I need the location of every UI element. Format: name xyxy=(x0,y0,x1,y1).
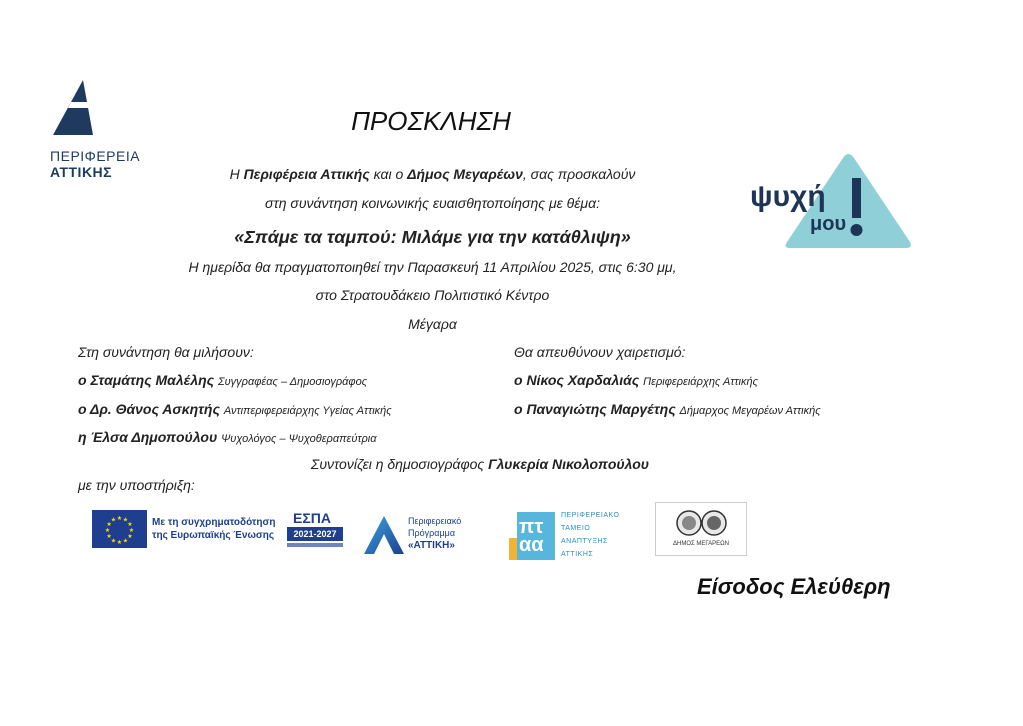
svg-text:★: ★ xyxy=(110,537,117,545)
speaker-role: Αντιπεριφερειάρχης Υγείας Αττικής xyxy=(223,405,392,417)
ptaa-logo xyxy=(505,508,625,564)
espa-logo xyxy=(285,510,345,550)
espa-years: 2021-2027 xyxy=(287,527,343,541)
intro-line-1 xyxy=(150,166,715,182)
greetings-heading: Θα απευθύνουν χαιρετισμό: xyxy=(514,344,686,360)
svg-text:★: ★ xyxy=(127,533,133,540)
speakers-heading: Στη συνάντηση θα μιλήσουν: xyxy=(78,344,254,360)
intro-line-2: στη συνάντηση κοινωνικής ευαισθητοποίησης με θέμα: xyxy=(265,195,600,211)
svg-text:★: ★ xyxy=(116,539,123,546)
regional-program-attiki-logo xyxy=(360,514,475,559)
attiki-program-a-icon xyxy=(362,514,406,556)
svg-text:★: ★ xyxy=(128,527,135,534)
program-line2: Πρόγραμμα xyxy=(408,528,456,538)
megara-caption: ΔΗΜΟΣ ΜΕΓΑΡΕΩΝ xyxy=(673,541,729,547)
svg-text:★: ★ xyxy=(116,515,123,522)
region-attica-logo xyxy=(50,80,150,180)
ptaa-line1: ΠΕΡΙΦΕΡΕΙΑΚΟ xyxy=(561,512,620,519)
speaker-name: ο Σταμάτης Μαλέλης xyxy=(78,372,215,388)
greeting-name: ο Νίκος Χαρδαλιάς xyxy=(514,372,640,388)
psyxi-logo-word1: ψυχή xyxy=(750,180,826,213)
intro-mid: και ο xyxy=(369,166,408,182)
intro-suffix: , σας προσκαλούν xyxy=(522,166,636,182)
ancient-coins-icon xyxy=(656,507,746,543)
espa-word: ΕΣΠΑ xyxy=(293,510,331,526)
svg-text:★: ★ xyxy=(106,521,112,528)
greeting-name: ο Παναγιώτης Μαργέτης xyxy=(514,401,676,417)
ptaa-line3: ΑΝΑΠΤΥΞΗΣ xyxy=(561,538,608,545)
greeting-role: Περιφερειάρχης Αττικής xyxy=(643,376,758,388)
ptaa-mark: πτ αα xyxy=(519,516,544,556)
svg-text:★: ★ xyxy=(106,533,112,540)
region-logo-line2: ΑΤΤΙΚΗΣ xyxy=(50,164,113,180)
speaker-item xyxy=(78,372,367,388)
invitation-title: ΠΡΟΣΚΛΗΣΗ xyxy=(351,106,511,136)
free-entry-label: Είσοδος Ελεύθερη xyxy=(697,574,891,599)
event-date-line: Η ημερίδα θα πραγματοποιηθεί την Παρασκευή 11 Απριλίου 2025, στις 6:30 μμ, xyxy=(188,259,677,275)
speaker-name: ο Δρ. Θάνος Ασκητής xyxy=(78,401,220,417)
greeting-item xyxy=(514,401,821,417)
eu-flag-icon xyxy=(92,510,147,548)
intro-org-municipality: Δήμος Μεγαρέων xyxy=(407,166,523,182)
region-logo-line1: ΠΕΡΙΦΕΡΕΙΑ xyxy=(50,148,141,164)
svg-text:★: ★ xyxy=(122,516,129,524)
municipality-megara-logo xyxy=(655,502,747,556)
svg-text:★: ★ xyxy=(110,516,117,524)
speaker-item xyxy=(78,429,377,445)
svg-text:★: ★ xyxy=(122,537,129,545)
speaker-role: Ψυχολόγος – Ψυχοθεραπεύτρια xyxy=(221,433,377,445)
psyxi-logo-word2: μου xyxy=(810,213,847,235)
greeting-role: Δήμαρχος Μεγαρέων Αττικής xyxy=(679,405,821,417)
psyxi-mou-logo xyxy=(748,150,913,255)
program-line3: «ΑΤΤΙΚΗ» xyxy=(408,540,455,551)
ptaa-mark-box xyxy=(517,512,555,560)
eu-logo-line1: Με τη συγχρηματοδότηση xyxy=(152,517,276,528)
event-theme: «Σπάμε τα ταμπού: Μιλάμε για την κατάθλιψη» xyxy=(234,227,631,247)
ptaa-accent-bar xyxy=(509,538,517,560)
moderator-name: Γλυκερία Νικολοπούλου xyxy=(488,456,650,472)
espa-fine-bar xyxy=(287,543,343,547)
event-venue: στο Στρατουδάκειο Πολιτιστικό Κέντρο xyxy=(315,287,550,303)
support-label: με την υποστήριξη: xyxy=(78,477,195,493)
eu-logo-text xyxy=(152,516,275,542)
speaker-name: η Έλσα Δημοπούλου xyxy=(78,429,218,445)
eu-cofunding-logo xyxy=(92,510,282,550)
intro-org-region: Περιφέρεια Αττικής xyxy=(243,166,370,182)
greeting-item xyxy=(514,372,758,388)
intro-prefix: Η xyxy=(229,166,244,182)
program-line1: Περιφερειακό xyxy=(408,516,462,526)
moderator-prefix: Συντονίζει η δημοσιογράφος xyxy=(310,456,485,472)
speaker-role: Συγγραφέας – Δημοσιογράφος xyxy=(218,376,368,388)
region-attica-triangle-icon xyxy=(53,80,103,142)
ptaa-line4: ΑΤΤΙΚΗΣ xyxy=(561,551,594,558)
event-city: Μέγαρα xyxy=(408,316,457,332)
svg-text:★: ★ xyxy=(127,521,133,528)
moderator-line xyxy=(230,456,730,472)
ptaa-line2: ΤΑΜΕΙΟ xyxy=(561,525,591,532)
eu-logo-line2: της Ευρωπαϊκής Ένωσης xyxy=(152,530,275,541)
speaker-item xyxy=(78,401,392,417)
svg-text:★: ★ xyxy=(104,527,111,534)
